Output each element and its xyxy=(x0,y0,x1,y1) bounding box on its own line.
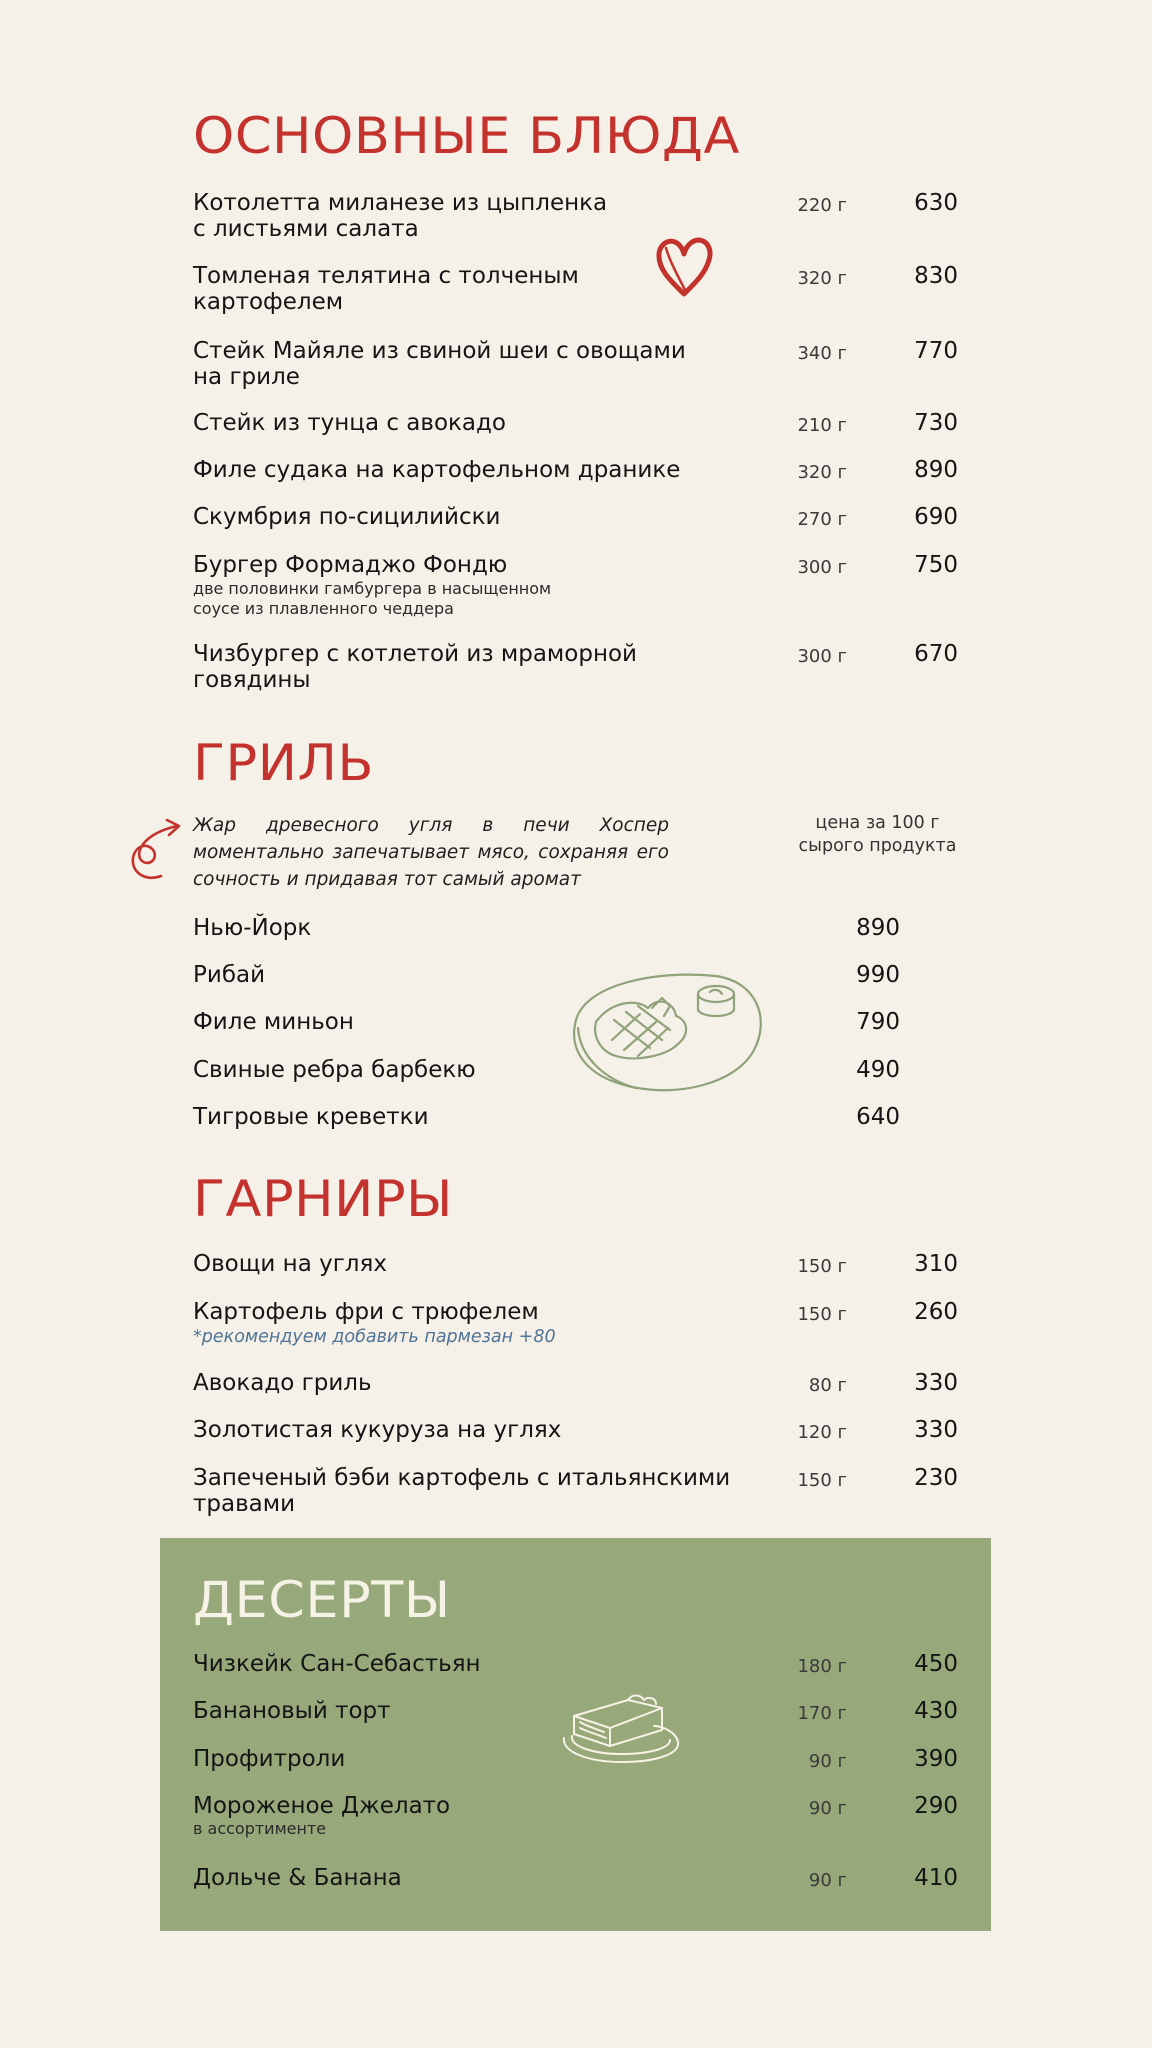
desserts-title: ДЕСЕРТЫ xyxy=(193,1571,451,1629)
item-weight: 90 г xyxy=(808,1751,847,1772)
item-weight: 300 г xyxy=(797,646,847,667)
item-name: Нью-Йорк xyxy=(193,915,312,941)
item-price: 640 xyxy=(856,1104,900,1130)
item-description: в ассортименте xyxy=(193,1819,327,1838)
grill-title: ГРИЛЬ xyxy=(193,734,375,792)
item-weight: 170 г xyxy=(797,1703,847,1724)
item-price: 290 xyxy=(914,1793,958,1819)
item-price: 890 xyxy=(914,457,958,483)
item-name: Бургер Формаджо Фондю xyxy=(193,552,508,578)
item-weight: 180 г xyxy=(797,1656,847,1677)
item-weight: 220 г xyxy=(797,195,847,216)
item-price: 750 xyxy=(914,552,958,578)
item-name: Авокадо гриль xyxy=(193,1370,372,1396)
sides-title: ГАРНИРЫ xyxy=(193,1170,454,1228)
item-name: Стейк из тунца с авокадо xyxy=(193,410,506,436)
item-name: Овощи на углях xyxy=(193,1251,387,1277)
item-name: Профитроли xyxy=(193,1746,346,1772)
item-price: 330 xyxy=(914,1417,958,1443)
item-name: Мороженое Джелато xyxy=(193,1793,451,1819)
item-price: 260 xyxy=(914,1299,958,1325)
item-name: Скумбрия по-сицилийски xyxy=(193,504,501,530)
item-name: Банановый торт xyxy=(193,1698,391,1724)
item-name: Тигровые креветки xyxy=(193,1104,429,1130)
item-price: 450 xyxy=(914,1651,958,1677)
item-price: 790 xyxy=(856,1009,900,1035)
item-weight: 150 г xyxy=(797,1304,847,1325)
item-weight: 90 г xyxy=(808,1798,847,1819)
item-weight: 270 г xyxy=(797,509,847,530)
item-name: Свиные ребра барбекю xyxy=(193,1057,476,1083)
price-note-line2: сырого продукта xyxy=(798,836,957,856)
item-recommendation: *рекомендуем добавить пармезан +80 xyxy=(193,1327,556,1347)
mains-title: ОСНОВНЫЕ БЛЮДА xyxy=(193,107,740,165)
item-name: Филе миньон xyxy=(193,1009,354,1035)
price-note-line1: цена за 100 г xyxy=(815,813,940,833)
swirl-arrow-icon xyxy=(127,816,185,882)
item-weight: 320 г xyxy=(797,268,847,289)
grill-price-note xyxy=(765,812,990,858)
item-name-line2: картофелем xyxy=(193,289,344,315)
item-price: 430 xyxy=(914,1698,958,1724)
item-description: две половинки гамбургера в насыщенном xyxy=(193,579,552,598)
item-price: 830 xyxy=(914,263,958,289)
item-price: 390 xyxy=(914,1746,958,1772)
item-price: 310 xyxy=(914,1251,958,1277)
item-name: Дольче & Банана xyxy=(193,1865,402,1891)
steak-plate-sketch xyxy=(566,962,770,1102)
item-price: 670 xyxy=(914,641,958,667)
item-name-line2: травами xyxy=(193,1491,296,1517)
item-name: Чизбургер с котлетой из мраморной xyxy=(193,641,637,667)
item-price: 330 xyxy=(914,1370,958,1396)
item-price: 690 xyxy=(914,504,958,530)
item-weight: 300 г xyxy=(797,557,847,578)
item-weight: 80 г xyxy=(808,1375,847,1396)
item-name: Стейк Майяле из свиной шеи с овощами xyxy=(193,338,686,364)
item-name: Котолетта миланезе из цыпленка xyxy=(193,190,608,216)
item-name: Томленая телятина с толченым xyxy=(193,263,579,289)
item-name: Чизкейк Сан-Себастьян xyxy=(193,1651,481,1677)
item-name-line2: с листьями салата xyxy=(193,216,419,242)
item-weight: 320 г xyxy=(797,462,847,483)
item-description-line2: соусе из плавленного чеддера xyxy=(193,599,454,618)
item-price: 410 xyxy=(914,1865,958,1891)
item-name-line2: говядины xyxy=(193,667,311,693)
item-price: 990 xyxy=(856,962,900,988)
grill-note: Жар древесного угля в печи Хоспер моментально запечатывает мясо, сохраняя его сочность и придавая тот самый аромат xyxy=(193,815,669,890)
item-name: Картофель фри с трюфелем xyxy=(193,1299,539,1325)
item-weight: 90 г xyxy=(808,1870,847,1891)
item-price: 770 xyxy=(914,338,958,364)
item-weight: 120 г xyxy=(797,1422,847,1443)
item-price: 490 xyxy=(856,1057,900,1083)
item-price: 730 xyxy=(914,410,958,436)
item-price: 890 xyxy=(856,915,900,941)
item-name: Филе судака на картофельном дранике xyxy=(193,457,681,483)
item-price: 630 xyxy=(914,190,958,216)
cake-slice-sketch xyxy=(558,1686,684,1768)
heart-icon xyxy=(652,232,716,300)
item-weight: 150 г xyxy=(797,1256,847,1277)
item-price: 230 xyxy=(914,1465,958,1491)
item-name: Запеченый бэби картофель с итальянскими xyxy=(193,1465,731,1491)
item-name: Золотистая кукуруза на углях xyxy=(193,1417,562,1443)
item-name-line2: на гриле xyxy=(193,364,300,390)
item-weight: 210 г xyxy=(797,415,847,436)
item-weight: 150 г xyxy=(797,1470,847,1491)
item-weight: 340 г xyxy=(797,343,847,364)
item-name: Рибай xyxy=(193,962,266,988)
